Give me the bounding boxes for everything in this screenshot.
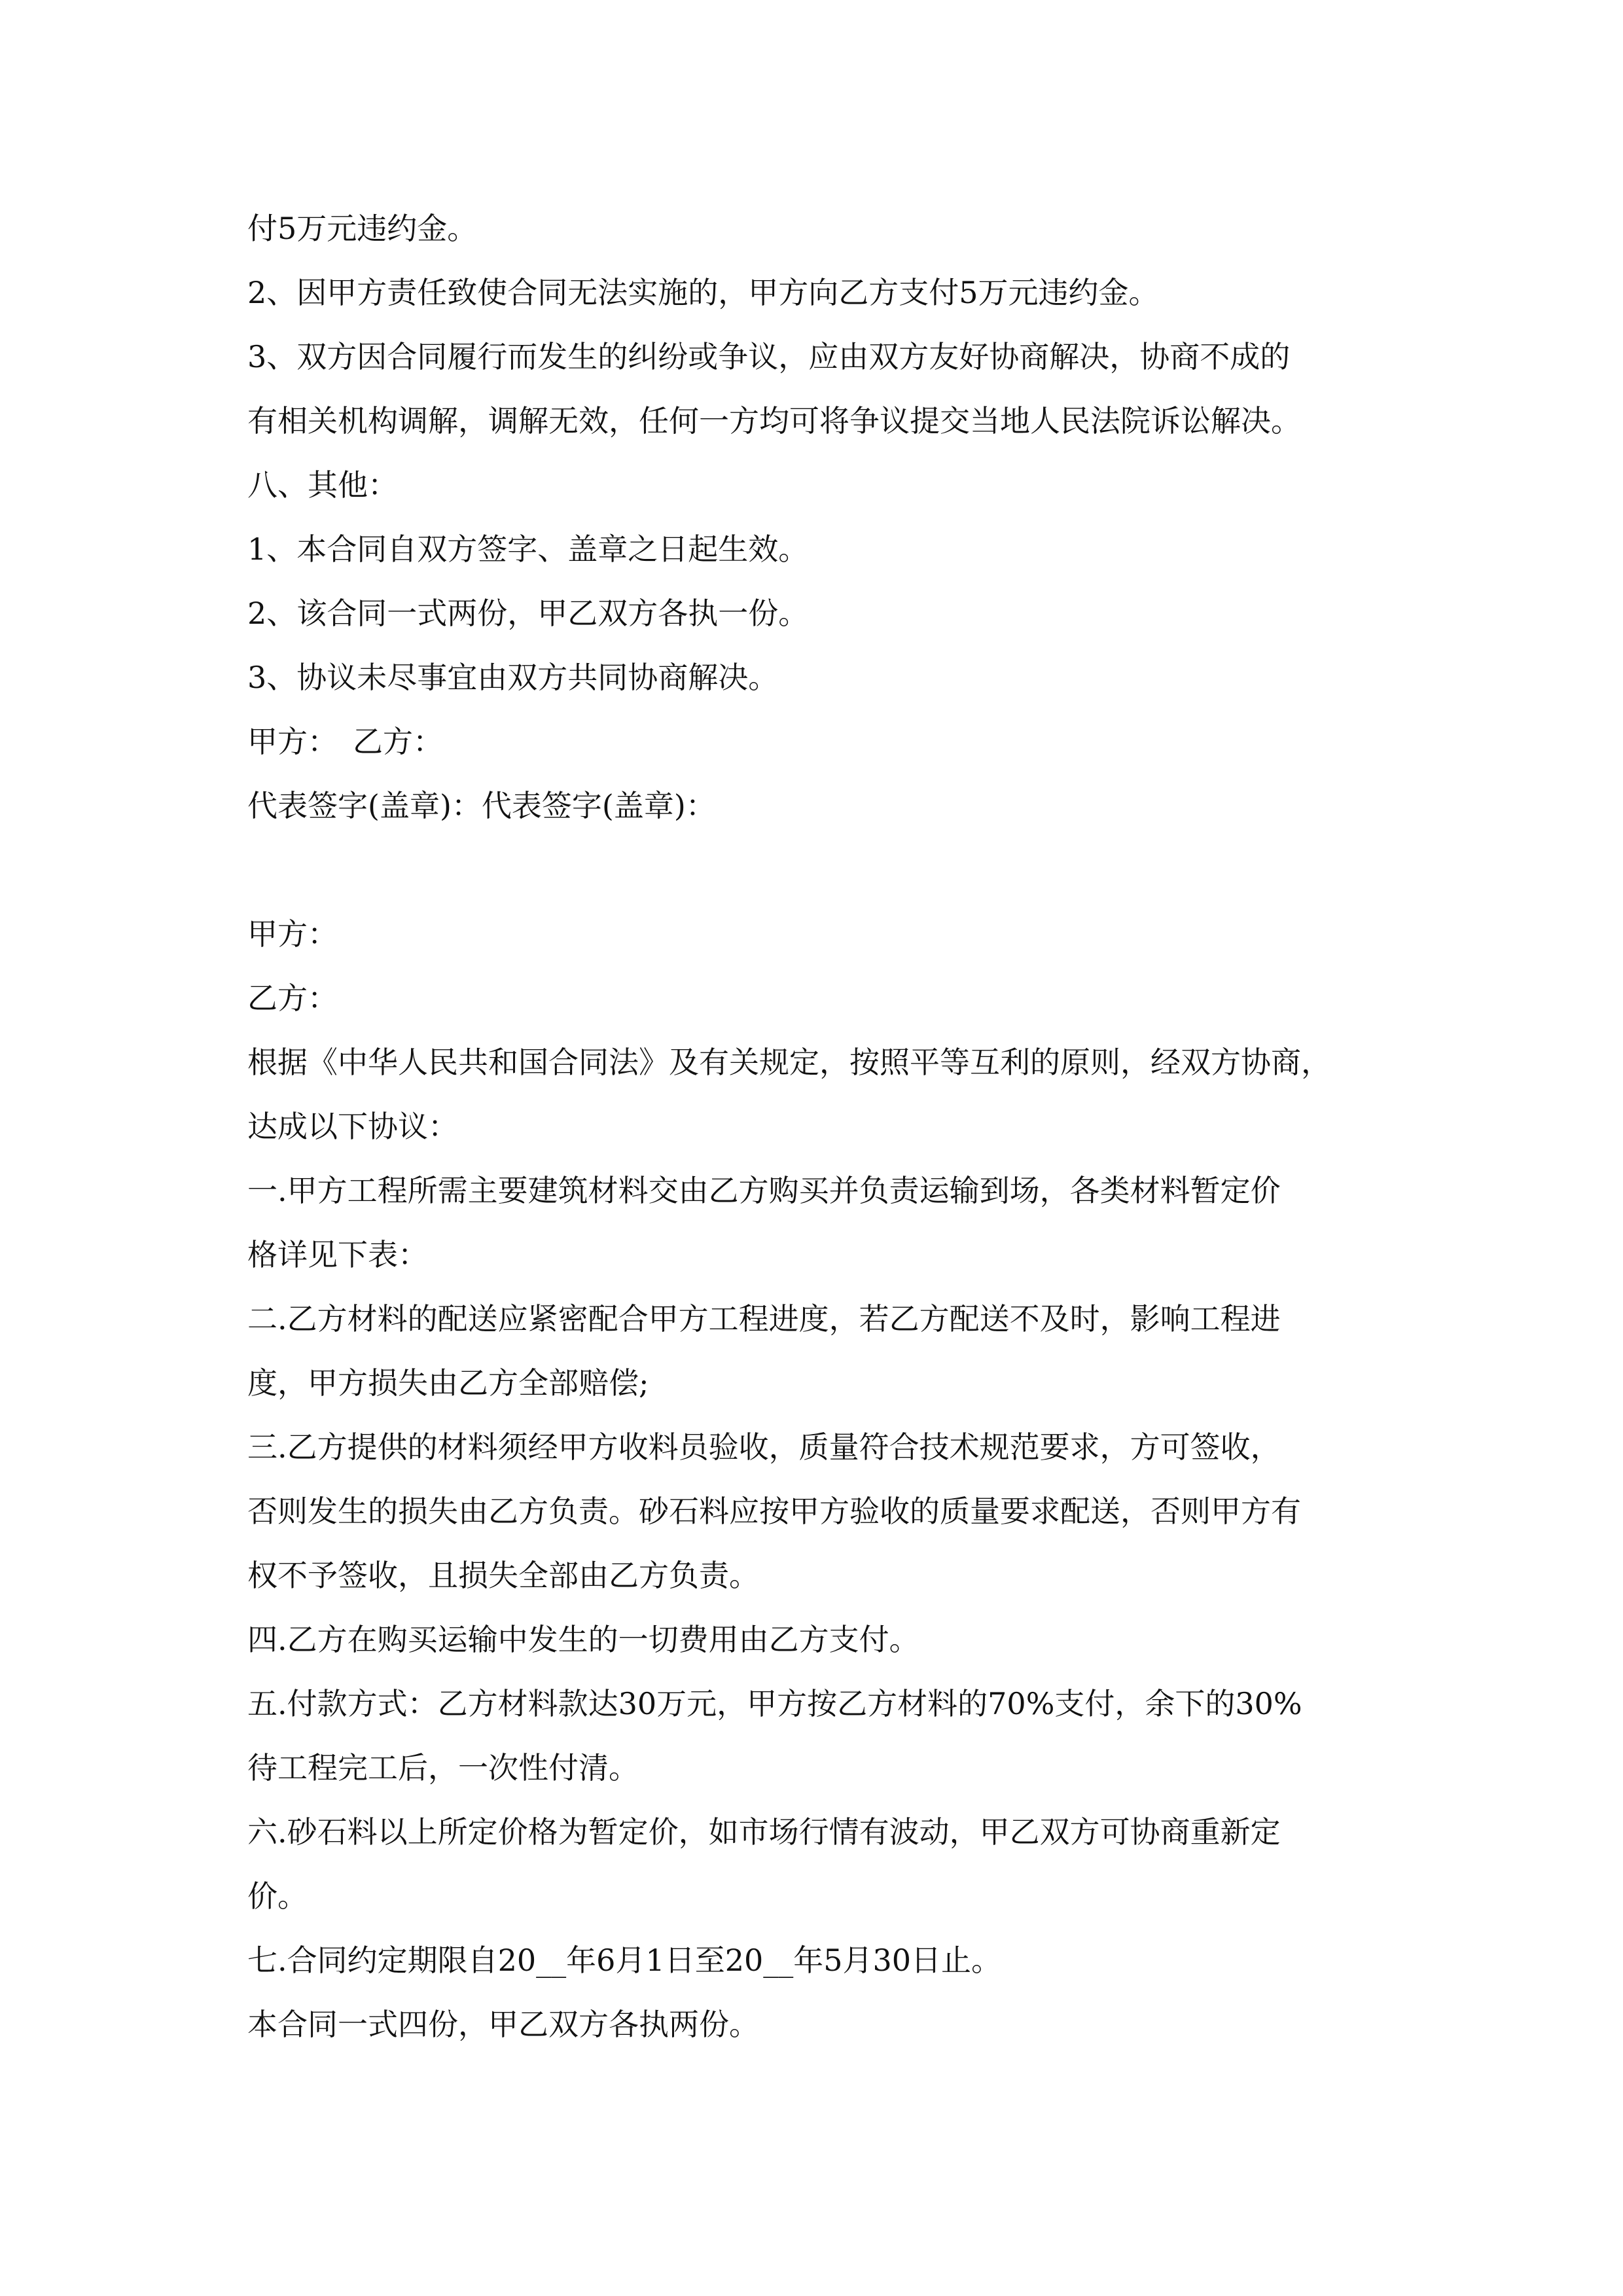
party-a-label: 甲方： <box>247 916 338 952</box>
text-line: 价。 <box>247 1878 308 1914</box>
text-line: 二.乙方材料的配送应紧密配合甲方工程进度，若乙方配送不及时，影响工程进 <box>247 1301 1281 1336</box>
text-line: 达成以下协议： <box>247 1109 458 1144</box>
text-line: 2、该合同一式两份，甲乙双方各执一份。 <box>247 596 809 631</box>
signature-labels: 代表签字(盖章)：代表签字(盖章)： <box>247 788 716 823</box>
party-b-label: 乙方： <box>247 980 338 1016</box>
text-line: 格详见下表： <box>247 1237 428 1272</box>
text-line: 三.乙方提供的材料须经甲方收料员验收，质量符合技术规范要求，方可签收， <box>247 1429 1281 1465</box>
text-line: 四.乙方在购买运输中发生的一切费用由乙方支付。 <box>247 1622 919 1657</box>
party-labels: 甲方： 乙方： <box>247 724 443 759</box>
blank-gap <box>247 838 1399 902</box>
text-line: 3、双方因合同履行而发生的纠纷或争议，应由双方友好协商解决，协商不成的 <box>247 339 1291 374</box>
text-line: 七.合同约定期限自20__年6月1日至20__年5月30日止。 <box>247 1943 1002 1978</box>
text-line: 一.甲方工程所需主要建筑材料交由乙方购买并负责运输到场，各类材料暂定价 <box>247 1173 1281 1208</box>
text-line: 根据《中华人民共和国合同法》及有关规定，按照平等互利的原则，经双方协商， <box>247 1045 1331 1080</box>
text-line: 六.砂石料以上所定价格为暂定价，如市场行情有波动，甲乙双方可协商重新定 <box>247 1814 1281 1850</box>
section-heading: 八、其他： <box>247 467 398 503</box>
text-line: 2、因甲方责任致使合同无法实施的，甲方向乙方支付5万元违约金。 <box>247 275 1159 310</box>
text-line: 权不予签收，且损失全部由乙方负责。 <box>247 1558 759 1593</box>
contract-text <box>247 196 1399 2056</box>
text-line: 有相关机构调解，调解无效，任何一方均可将争议提交当地人民法院诉讼解决。 <box>247 403 1301 439</box>
text-line: 3、协议未尽事宜由双方共同协商解决。 <box>247 660 779 695</box>
text-line: 否则发生的损失由乙方负责。砂石料应按甲方验收的质量要求配送，否则甲方有 <box>247 1494 1301 1529</box>
text-line: 本合同一式四份，甲乙双方各执两份。 <box>247 2007 759 2042</box>
text-line: 付5万元违约金。 <box>247 211 478 246</box>
text-line: 1、本合同自双方签字、盖章之日起生效。 <box>247 531 809 567</box>
text-line: 五.付款方式：乙方材料款达30万元，甲方按乙方材料的70%支付，余下的30% <box>247 1686 1302 1721</box>
text-line: 度，甲方损失由乙方全部赔偿; <box>247 1365 649 1401</box>
text-line: 待工程完工后，一次性付清。 <box>247 1750 639 1785</box>
